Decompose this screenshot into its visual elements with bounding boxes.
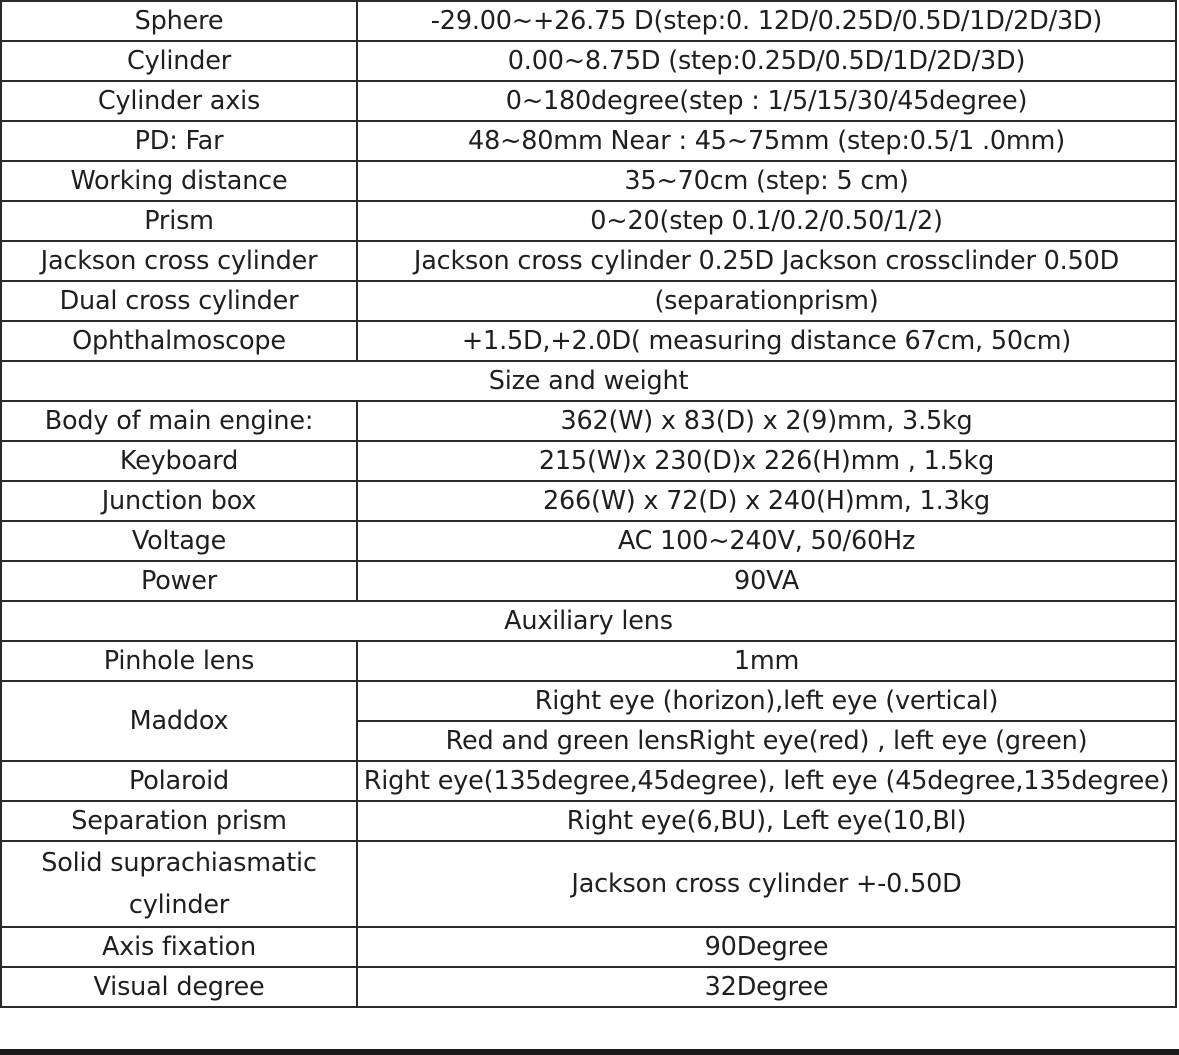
table-row xyxy=(1,521,1176,561)
section-heading-size-weight: Size and weight xyxy=(1,361,1176,401)
table-row xyxy=(1,801,1176,841)
row-label: Keyboard xyxy=(1,441,357,481)
row-value: 0.00~8.75D (step:0.25D/0.5D/1D/2D/3D) xyxy=(357,41,1176,81)
table-row xyxy=(1,927,1176,967)
row-value: 0~180degree(step : 1/5/15/30/45degree) xyxy=(357,81,1176,121)
row-value: 215(W)x 230(D)x 226(H)mm , 1.5kg xyxy=(357,441,1176,481)
table-row xyxy=(1,121,1176,161)
table-row xyxy=(1,761,1176,801)
row-label: Junction box xyxy=(1,481,357,521)
section-heading-auxiliary-lens: Auxiliary lens xyxy=(1,601,1176,641)
row-label: Voltage xyxy=(1,521,357,561)
row-value: 32Degree xyxy=(357,967,1176,1007)
row-label: Ophthalmoscope xyxy=(1,321,357,361)
table-row xyxy=(1,841,1176,927)
row-label: Cylinder axis xyxy=(1,81,357,121)
table-row xyxy=(1,161,1176,201)
row-label: Power xyxy=(1,561,357,601)
table-row xyxy=(1,201,1176,241)
row-label: PD: Far xyxy=(1,121,357,161)
table-row xyxy=(1,641,1176,681)
table-row xyxy=(1,1,1176,41)
row-label: Axis fixation xyxy=(1,927,357,967)
row-value: Right eye(135degree,45degree), left eye (45degree,135degree) xyxy=(357,761,1176,801)
table-row xyxy=(1,81,1176,121)
section-row xyxy=(1,361,1176,401)
row-label: Visual degree xyxy=(1,967,357,1007)
row-value: AC 100~240V, 50/60Hz xyxy=(357,521,1176,561)
row-label: Polaroid xyxy=(1,761,357,801)
row-value: Red and green lensRight eye(red) , left eye (green) xyxy=(357,721,1176,761)
table-row xyxy=(1,441,1176,481)
row-label: Cylinder xyxy=(1,41,357,81)
bottom-border xyxy=(0,1049,1179,1055)
row-label: Sphere xyxy=(1,1,357,41)
row-value: Jackson cross cylinder +-0.50D xyxy=(357,841,1176,927)
row-value: 48~80mm Near : 45~75mm (step:0.5/1 .0mm) xyxy=(357,121,1176,161)
row-label: Maddox xyxy=(1,681,357,761)
row-label: Solid suprachiasmatic cylinder xyxy=(1,841,357,927)
row-label: Body of main engine: xyxy=(1,401,357,441)
row-label: Pinhole lens xyxy=(1,641,357,681)
row-label: Working distance xyxy=(1,161,357,201)
table-row xyxy=(1,321,1176,361)
table-row xyxy=(1,401,1176,441)
row-value: 362(W) x 83(D) x 2(9)mm, 3.5kg xyxy=(357,401,1176,441)
row-value: Jackson cross cylinder 0.25D Jackson crossclinder 0.50D xyxy=(357,241,1176,281)
row-value: (separationprism) xyxy=(357,281,1176,321)
row-label: Dual cross cylinder xyxy=(1,281,357,321)
row-value: 0~20(step 0.1/0.2/0.50/1/2) xyxy=(357,201,1176,241)
row-value: -29.00~+26.75 D(step:0. 12D/0.25D/0.5D/1D/2D/3D) xyxy=(357,1,1176,41)
row-label: Jackson cross cylinder xyxy=(1,241,357,281)
table-row xyxy=(1,561,1176,601)
table-row xyxy=(1,281,1176,321)
row-label: Separation prism xyxy=(1,801,357,841)
section-row xyxy=(1,601,1176,641)
row-value: 90Degree xyxy=(357,927,1176,967)
table-row xyxy=(1,241,1176,281)
row-value: Right eye (horizon),left eye (vertical) xyxy=(357,681,1176,721)
table-row xyxy=(1,481,1176,521)
table-row xyxy=(1,41,1176,81)
table-row xyxy=(1,681,1176,721)
row-label: Prism xyxy=(1,201,357,241)
row-value: 1mm xyxy=(357,641,1176,681)
table-row xyxy=(1,967,1176,1007)
row-value: Right eye(6,BU), Left eye(10,Bl) xyxy=(357,801,1176,841)
row-value: +1.5D,+2.0D( measuring distance 67cm, 50cm) xyxy=(357,321,1176,361)
row-value: 90VA xyxy=(357,561,1176,601)
row-value: 266(W) x 72(D) x 240(H)mm, 1.3kg xyxy=(357,481,1176,521)
row-value: 35~70cm (step: 5 cm) xyxy=(357,161,1176,201)
